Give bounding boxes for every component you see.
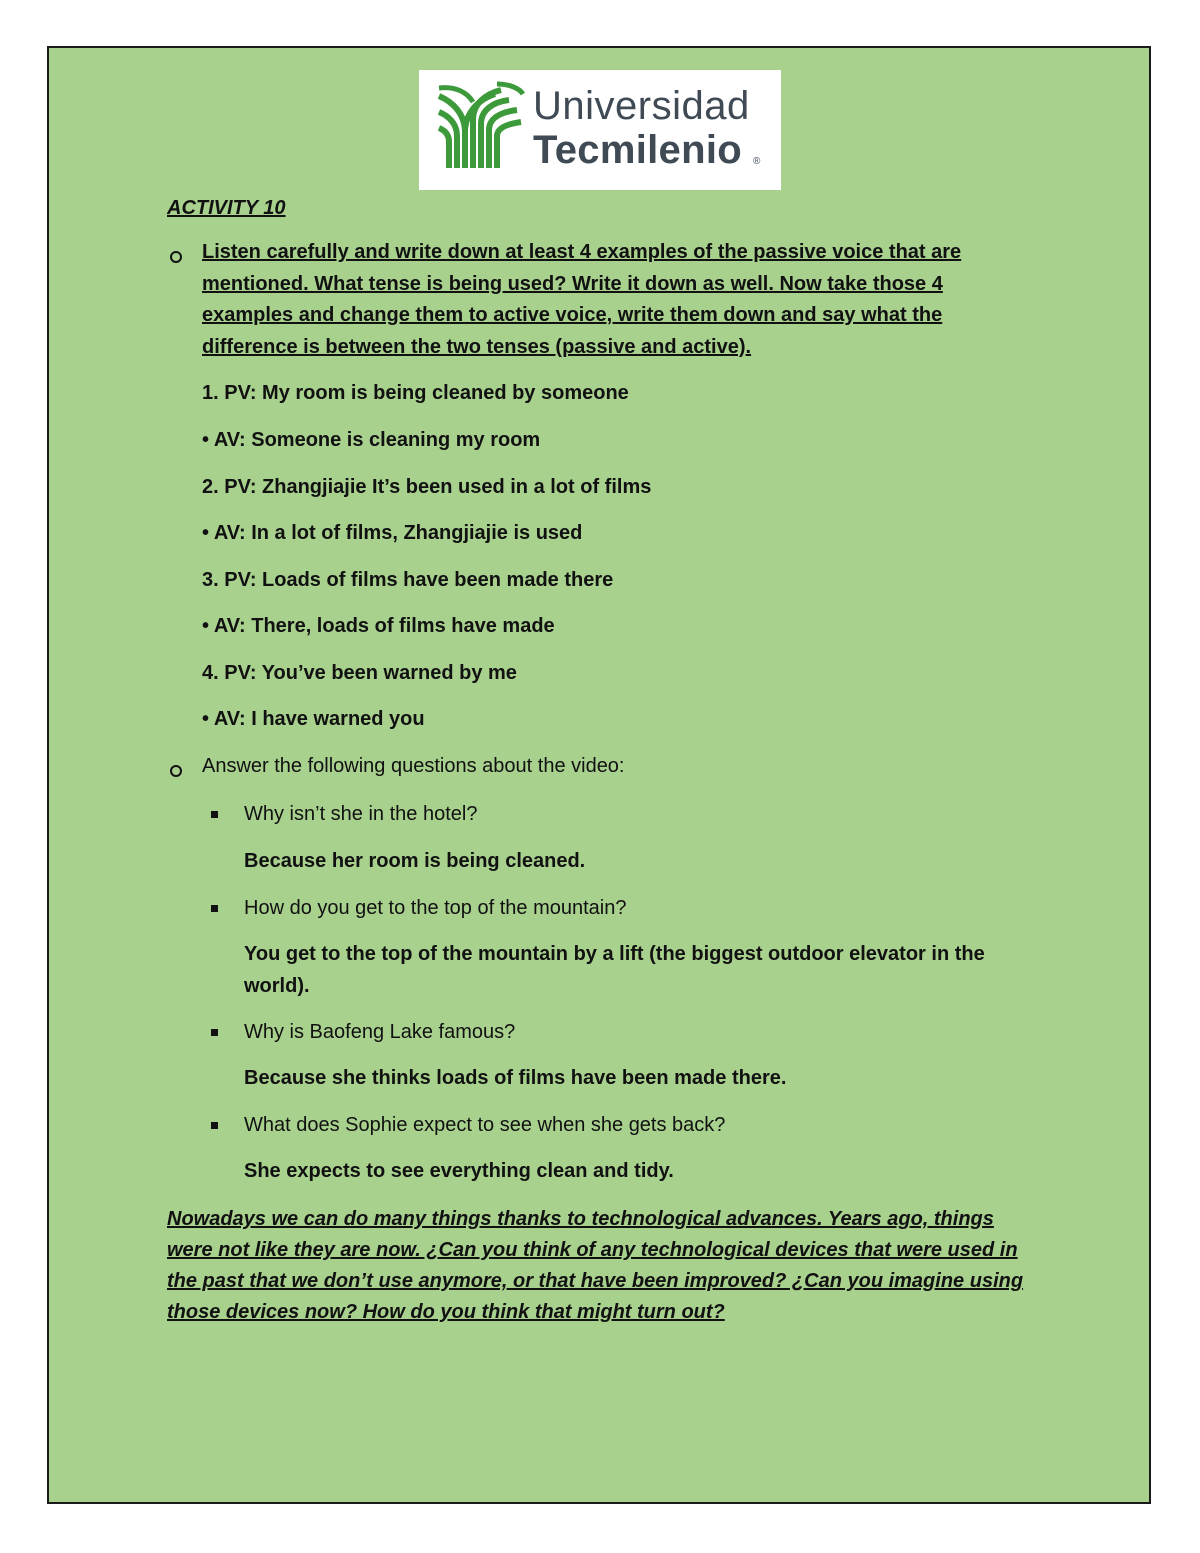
answer-text: You get to the top of the mountain by a lift (the biggest outdoor elevator in the world). [244,943,985,997]
instruction-bullet-icon [170,251,182,263]
university-logo [419,70,781,190]
instruction-text: Listen carefully and write down at least 4 examples of the passive voice that are mentioned. What tense is being used? Write it down as well. Now take those 4 examples and change them to active voice, write them down and say what the difference is between the two tenses (passive and active). [202,241,962,358]
example-line: • AV: There, loads of films have made [202,615,555,637]
document-page [47,46,1151,1504]
activity-title: ACTIVITY 10 [167,197,286,219]
question-text: How do you get to the top of the mountain? [244,897,627,919]
question-text: Why isn’t she in the hotel? [244,803,478,825]
question-bullet-icon [211,1029,218,1036]
questions-intro: Answer the following questions about the video: [202,755,625,777]
question-bullet-icon [211,1122,218,1129]
example-line: 2. PV: Zhangjiajie It’s been used in a lot of films [202,476,652,498]
tecmilenio-tree-icon [435,80,525,172]
example-line: • AV: Someone is cleaning my room [202,429,541,451]
registered-mark: ® [753,156,761,167]
example-line: • AV: In a lot of films, Zhangjiajie is used [202,522,583,544]
logo-line-tecmilenio: Tecmilenio [533,128,742,172]
answer-text: Because her room is being cleaned. [244,850,586,872]
question-bullet-icon [211,811,218,818]
question-text: Why is Baofeng Lake famous? [244,1021,516,1043]
question-text: What does Sophie expect to see when she gets back? [244,1114,726,1136]
questions-bullet-icon [170,765,182,777]
example-line: 3. PV: Loads of films have been made there [202,569,614,591]
answer-text: She expects to see everything clean and tidy. [244,1160,674,1182]
example-line: 4. PV: You’ve been warned by me [202,662,517,684]
example-line: • AV: I have warned you [202,708,425,730]
example-line: 1. PV: My room is being cleaned by someone [202,382,629,404]
logo-line-universidad: Universidad [533,84,750,128]
answer-text: Because she thinks loads of films have been made there. [244,1067,787,1089]
question-bullet-icon [211,905,218,912]
closing-paragraph: Nowadays we can do many things thanks to technological advances. Years ago, things were not like they are now. ¿Can you think of any technological devices that were used in the past that we don’t use anymore, or that have been improved? ¿Can you imagine using those devices now? How do you think that might turn out? [167,1208,1024,1323]
